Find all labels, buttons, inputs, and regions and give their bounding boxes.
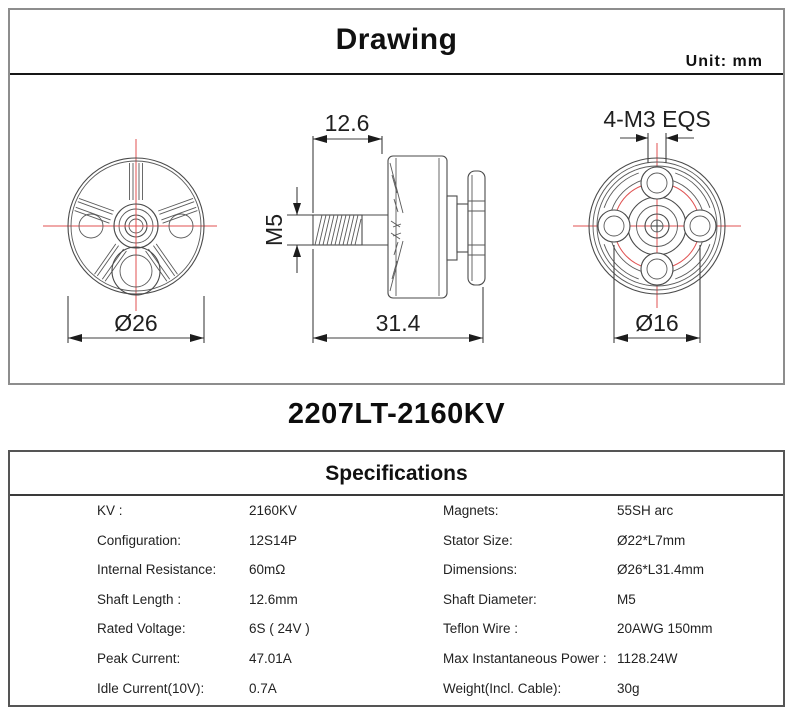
specifications-title: Specifications	[10, 452, 783, 496]
spec-label: Configuration:	[97, 532, 182, 548]
spec-value: 2160KV	[249, 503, 298, 519]
spec-value: 60mΩ	[249, 562, 286, 578]
spec-label: Shaft Diameter:	[443, 591, 537, 607]
specifications-panel	[8, 450, 785, 707]
specifications-table	[10, 496, 783, 703]
shaft-length-label: 12.6	[324, 110, 370, 136]
spec-value: 20AWG 150mm	[617, 621, 713, 637]
spec-value: 30g	[617, 680, 640, 696]
spec-row	[10, 614, 783, 644]
spec-label: Weight(Incl. Cable):	[443, 680, 562, 696]
motor-technical-drawing	[10, 75, 783, 381]
front-diameter-label: Ø26	[114, 310, 158, 336]
spec-value: 6S ( 24V )	[249, 621, 310, 637]
spec-label: KV :	[97, 503, 123, 519]
spec-label: Idle Current(10V):	[97, 680, 205, 696]
spec-value: Ø22*L7mm	[617, 532, 686, 548]
spec-label: Dimensions:	[443, 562, 518, 578]
body-length-label: 31.4	[375, 310, 421, 336]
spec-value: 47.01A	[249, 651, 292, 666]
spec-row	[10, 644, 783, 674]
spec-label: Max Instantaneous Power :	[443, 651, 607, 666]
mount-circle-label: Ø16	[635, 310, 679, 336]
drawing-panel-title: Drawing	[335, 23, 458, 56]
dimension-shaft-thread	[261, 187, 313, 273]
model-name-title: 2207LT-2160KV	[287, 398, 506, 430]
spec-row	[10, 496, 783, 526]
spec-value: M5	[617, 591, 636, 607]
spec-value: 1128.24W	[617, 651, 678, 666]
spec-row	[10, 555, 783, 585]
spec-value: Ø26*L31.4mm	[617, 562, 705, 578]
spec-value: 12.6mm	[249, 591, 298, 607]
spec-label: Peak Current:	[97, 651, 181, 666]
side-view-drawing	[261, 110, 485, 343]
spec-label: Internal Resistance:	[97, 562, 217, 578]
drawing-header	[10, 10, 783, 75]
spec-row	[10, 585, 783, 615]
spec-row	[10, 526, 783, 556]
spec-label: Teflon Wire :	[443, 621, 519, 637]
spec-label: Shaft Length :	[97, 591, 182, 607]
spec-value: 0.7A	[249, 680, 277, 696]
unit-label: Unit: mm	[685, 53, 763, 70]
front-view-drawing	[43, 139, 217, 343]
mount-holes-label: 4-M3 EQS	[603, 106, 711, 132]
rear-view-drawing	[573, 106, 741, 343]
dimension-shaft-length	[313, 110, 382, 213]
spec-value: 12S14P	[249, 532, 298, 548]
spec-label: Magnets:	[443, 503, 499, 519]
spec-value: 55SH arc	[617, 503, 674, 519]
spec-label: Rated Voltage:	[97, 621, 186, 637]
spec-row	[10, 673, 783, 703]
spec-label: Stator Size:	[443, 532, 513, 548]
drawing-panel	[8, 8, 785, 385]
shaft-thread-label: M5	[261, 214, 287, 246]
